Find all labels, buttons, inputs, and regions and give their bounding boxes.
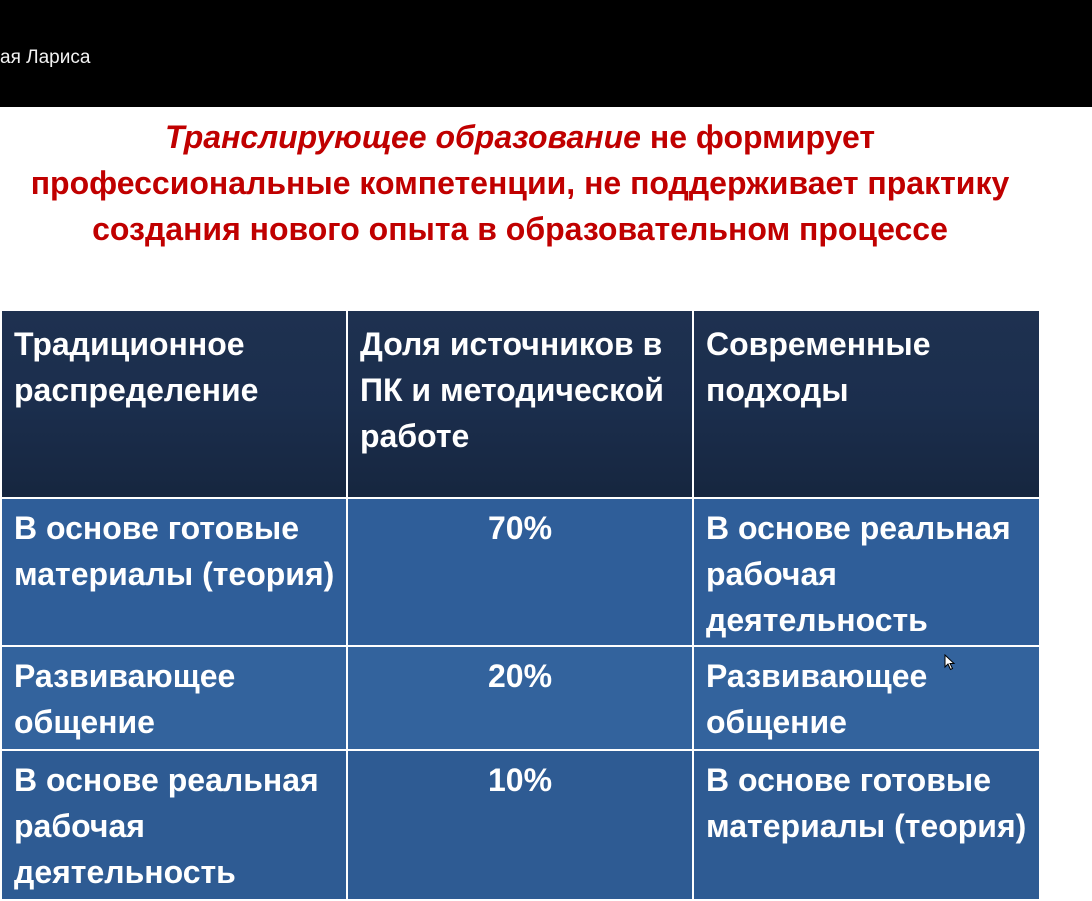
- cell-modern: В основе реальная рабочая деятельность: [693, 498, 1040, 646]
- video-top-bar: [0, 0, 1092, 107]
- header-traditional: Традиционное распределение: [1, 310, 347, 498]
- header-modern: Современные подходы: [693, 310, 1040, 498]
- cell-traditional: В основе реальная рабочая деятельность: [1, 750, 347, 900]
- cell-share: 10%: [347, 750, 693, 900]
- table-row: [1, 646, 1040, 750]
- cell-traditional: Развивающее общение: [1, 646, 347, 750]
- slide-title: [20, 114, 1020, 252]
- comparison-table: [0, 309, 1041, 901]
- cell-modern: Развивающее общение: [693, 646, 1040, 750]
- slide-title-emphasis: Транслирующее образование: [164, 119, 641, 155]
- cell-share: 20%: [347, 646, 693, 750]
- table-row: [1, 498, 1040, 646]
- header-share: Доля источников в ПК и методической работе: [347, 310, 693, 498]
- mouse-pointer-icon: [944, 654, 956, 671]
- cell-share: 70%: [347, 498, 693, 646]
- table-header-row: [1, 310, 1040, 498]
- presenter-name: ая Лариса: [0, 47, 91, 68]
- cell-traditional: В основе готовые материалы (теория): [1, 498, 347, 646]
- table-row: [1, 750, 1040, 900]
- slide-title-text: не формирует профессиональные компетенции, не поддерживает практику создания нового опыта в образовательном процессе: [30, 119, 1010, 247]
- cell-modern: В основе готовые материалы (теория): [693, 750, 1040, 900]
